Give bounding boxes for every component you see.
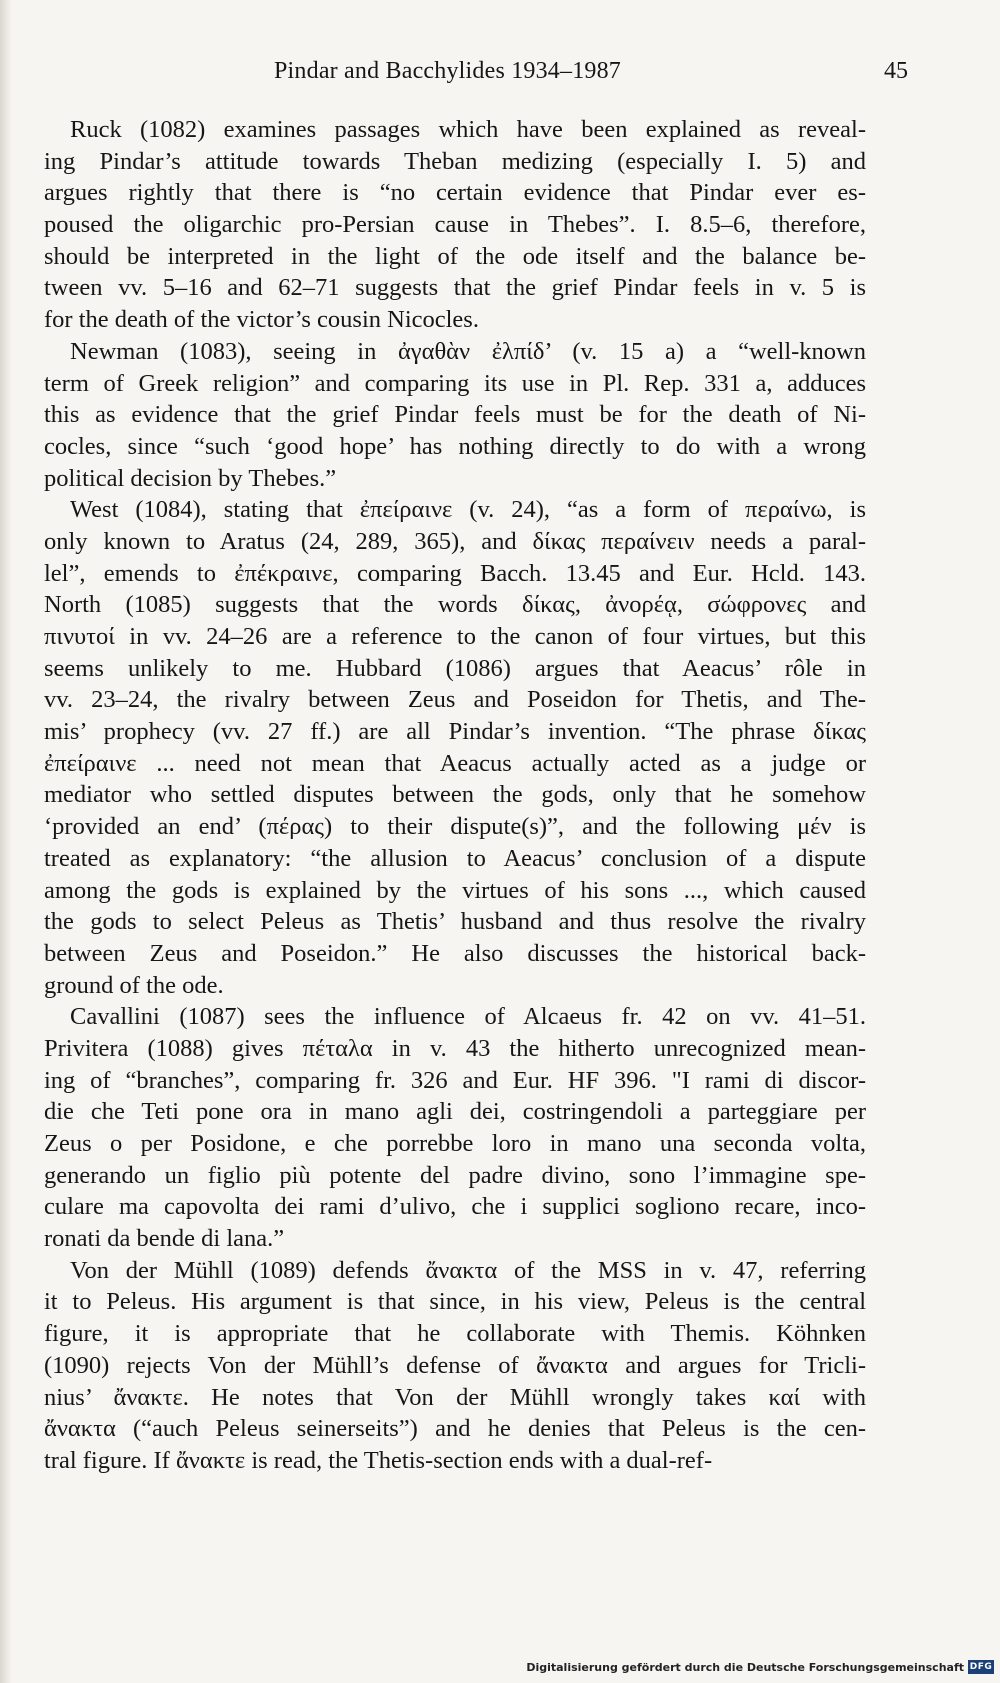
text-line: political decision by Thebes.” [44, 464, 337, 492]
paragraph [44, 1255, 866, 1477]
text-line: die che Teti pone ora in mano agli dei, costringendoli a parteggiare per [44, 1098, 866, 1126]
text-line: cocles, since “such ‘good hope’ has nothing directly to do with a wrong [44, 432, 866, 460]
text-line: only known to Aratus (24, 289, 365), and δίκας περαίνειν needs a paral- [44, 527, 866, 555]
text-line: ing of “branches”, comparing fr. 326 and Eur. HF 396. "I rami di discor- [44, 1066, 866, 1094]
text-line: West (1084), stating that ἐπείραινε (v. 24), “as a form of περαίνω, is [70, 496, 866, 524]
text-line: Cavallini (1087) sees the influence of Alcaeus fr. 42 on vv. 41–51. [70, 1003, 866, 1031]
page-number: 45 [884, 58, 908, 84]
text-line: Newman (1083), seeing in ἀγαθὰν ἐλπίδ’ (v. 15 a) a “well-known [70, 337, 866, 365]
text-line: nius’ ἄνακτε. He notes that Von der Mühll wrongly takes καί with [44, 1383, 866, 1411]
text-line: between Zeus and Poseidon.” He also discusses the historical back- [44, 939, 866, 967]
scan-edge-shadow [0, 0, 12, 1683]
text-line: tral figure. If ἄνακτε is read, the Thetis-section ends with a dual-ref- [44, 1446, 713, 1474]
text-line: mediator who settled disputes between the gods, only that he somehow [44, 781, 866, 809]
text-line: ground of the ode. [44, 971, 224, 999]
footer-text: Digitalisierung gefördert durch die Deutsche Forschungsgemeinschaft [526, 1660, 964, 1674]
text-line: culare ma capovolta dei rami d’ulivo, che i supplici sogliono recare, inco- [44, 1193, 866, 1221]
text-line: Privitera (1088) gives πέταλα in v. 43 the hitherto unrecognized mean- [44, 1034, 866, 1062]
text-line: ἐπείραινε ... need not mean that Aeacus actually acted as a judge or [44, 749, 866, 777]
text-line: figure, it is appropriate that he collaborate with Themis. Köhnken [44, 1320, 866, 1348]
text-line: ‘provided an end’ (πέρας) to their dispute(s)”, and the following μέν is [44, 813, 866, 841]
text-line: Von der Mühll (1089) defends ἄνακτα of the MSS in v. 47, referring [70, 1256, 866, 1284]
paragraph [44, 114, 866, 336]
text-line: Zeus o per Posidone, e che porrebbe loro in mano una seconda volta, [44, 1130, 866, 1157]
text-line: for the death of the victor’s cousin Nicocles. [44, 306, 479, 334]
text-line: term of Greek religion” and comparing its use in Pl. Rep. 331 a, adduces [44, 369, 866, 397]
text-line: (1090) rejects Von der Mühll’s defense of ἄνακτα and argues for Tricli- [44, 1351, 866, 1379]
body-text [44, 114, 866, 1477]
text-line: argues rightly that there is “no certain evidence that Pindar ever es- [44, 179, 866, 207]
text-line: tween vv. 5–16 and 62–71 suggests that the grief Pindar feels in v. 5 is [44, 274, 866, 302]
running-title: Pindar and Bacchylides 1934–1987 [274, 58, 622, 84]
text-line: ronati da bende di lana.” [44, 1225, 285, 1253]
text-line: lel”, emends to ἐπέκραινε, comparing Bacch. 13.45 and Eur. Hcld. 143. [44, 559, 866, 587]
text-line: vv. 23–24, the rivalry between Zeus and Poseidon for Thetis, and The- [44, 686, 866, 714]
paragraph [44, 1001, 866, 1255]
text-line: ἄνακτα (“auch Peleus seinerseits”) and he denies that Peleus is the cen- [44, 1415, 866, 1443]
text-line: the gods to select Peleus as Thetis’ husband and thus resolve the rivalry [44, 908, 866, 936]
text-line: among the gods is explained by the virtues of his sons ..., which caused [44, 876, 866, 904]
text-line: seems unlikely to me. Hubbard (1086) argues that Aeacus’ rôle in [44, 654, 866, 682]
text-line: North (1085) suggests that the words δίκας, ἀνορέᾳ, σώφρονες and [44, 591, 866, 619]
text-line: Ruck (1082) examines passages which have been explained as reveal- [70, 116, 866, 143]
text-line: πινυτοί in vv. 24–26 are a reference to the canon of four virtues, but this [44, 623, 866, 650]
text-line: treated as explanatory: “the allusion to Aeacus’ conclusion of a dispute [44, 844, 866, 872]
text-line: ing Pindar’s attitude towards Theban medizing (especially I. 5) and [44, 147, 866, 175]
text-line: should be interpreted in the light of the ode itself and the balance be- [44, 242, 866, 270]
text-line: generando un figlio più potente del padre divino, sono l’immagine spe- [44, 1161, 866, 1189]
text-line: poused the oligarchic pro-Persian cause in Thebes”. I. 8.5–6, therefore, [44, 211, 866, 239]
text-line: this as evidence that the grief Pindar feels must be for the death of Ni- [44, 401, 866, 429]
paragraph [44, 494, 866, 1001]
text-line: it to Peleus. His argument is that since, in his view, Peleus is the central [44, 1288, 866, 1316]
footer [526, 1655, 994, 1679]
paragraph [44, 336, 866, 494]
running-head [44, 58, 944, 94]
text-line: mis’ prophecy (vv. 27 ff.) are all Pindar’s invention. “The phrase δίκας [44, 718, 866, 746]
dfg-logo: DFG [969, 1662, 993, 1672]
